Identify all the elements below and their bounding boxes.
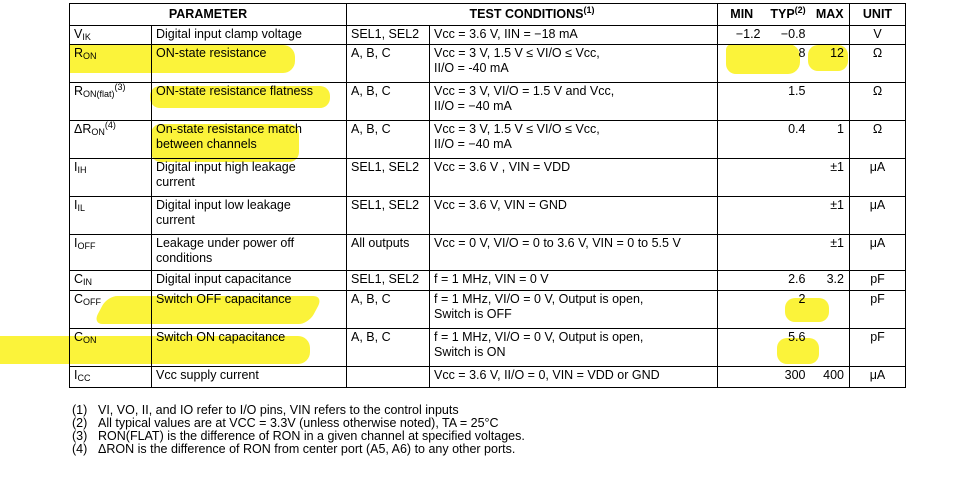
- cell-symbol: $C_{OFF}$: [70, 291, 152, 329]
- header-parameter: PARAMETER: [70, 4, 347, 26]
- footnote-number: (1): [72, 403, 88, 417]
- cell-description: Vcc supply current: [152, 367, 347, 388]
- header-test-conditions: TEST CONDITIONS$^{(1)}$: [347, 4, 718, 26]
- cell-pins: SEL1, SEL2: [347, 26, 430, 45]
- cell-pins: SEL1, SEL2: [347, 159, 430, 197]
- cell-symbol: $V_{IK}$: [70, 26, 152, 45]
- cell-pins: All outputs: [347, 235, 430, 271]
- table-row: [70, 291, 906, 329]
- cell-symbol: $R_{ON(flat)}^{(3)}$: [70, 83, 152, 121]
- cell-test-conditions: Vcc = 3 V, 1.5 V ≤ VI/O ≤ Vcc, II/O = −40 mA: [430, 121, 718, 159]
- cell-unit: pF: [850, 329, 906, 367]
- cell-description: Switch OFF capacitance: [152, 291, 347, 329]
- cell-test-conditions: f = 1 MHz, VIN = 0 V: [430, 271, 718, 291]
- cell-max: [811, 26, 850, 45]
- cell-test-conditions: Vcc = 3.6 V, II/O = 0, VIN = VDD or GND: [430, 367, 718, 388]
- electrical-characteristics-table: [69, 3, 906, 388]
- cell-min: [718, 291, 766, 329]
- cell-description: Leakage under power off conditions: [152, 235, 347, 271]
- footnote-text: RON(FLAT) is the difference of RON in a given channel at specified voltages.: [98, 429, 525, 443]
- footnote-text: ΔRON is the difference of RON from center port (A5, A6) to any other ports.: [98, 442, 516, 456]
- cell-typ: [766, 235, 811, 271]
- cell-typ: [766, 197, 811, 235]
- cell-description: ON-state resistance: [152, 45, 347, 83]
- cell-min: [718, 45, 766, 83]
- cell-typ: 8: [766, 45, 811, 83]
- cell-typ: 300: [766, 367, 811, 388]
- cell-min: [718, 367, 766, 388]
- cell-max: 400: [811, 367, 850, 388]
- cell-unit: pF: [850, 291, 906, 329]
- cell-pins: SEL1, SEL2: [347, 197, 430, 235]
- cell-typ: 2: [766, 291, 811, 329]
- cell-typ: 1.5: [766, 83, 811, 121]
- footnote-number: (4): [72, 442, 88, 456]
- cell-unit: μA: [850, 235, 906, 271]
- cell-symbol: $I_{OFF}$: [70, 235, 152, 271]
- cell-max: ±1: [811, 159, 850, 197]
- cell-min: [718, 235, 766, 271]
- cell-pins: A, B, C: [347, 45, 430, 83]
- cell-unit: μA: [850, 159, 906, 197]
- cell-test-conditions: f = 1 MHz, VI/O = 0 V, Output is open, Switch is OFF: [430, 291, 718, 329]
- cell-max: [811, 329, 850, 367]
- cell-pins: A, B, C: [347, 291, 430, 329]
- footnote-number: (3): [72, 429, 88, 443]
- table-row: [70, 83, 906, 121]
- cell-test-conditions: Vcc = 0 V, VI/O = 0 to 3.6 V, VIN = 0 to 5.5 V: [430, 235, 718, 271]
- cell-description: Switch ON capacitance: [152, 329, 347, 367]
- footnote: [72, 443, 515, 456]
- cell-pins: A, B, C: [347, 121, 430, 159]
- cell-description: Digital input high leakage current: [152, 159, 347, 197]
- cell-unit: Ω: [850, 121, 906, 159]
- cell-typ: 0.4: [766, 121, 811, 159]
- cell-unit: μA: [850, 197, 906, 235]
- cell-max: 1: [811, 121, 850, 159]
- table-row: [70, 197, 906, 235]
- cell-max: 12: [811, 45, 850, 83]
- header-min: MIN: [718, 4, 766, 26]
- cell-max: [811, 291, 850, 329]
- cell-test-conditions: Vcc = 3.6 V , VIN = VDD: [430, 159, 718, 197]
- cell-typ: 2.6: [766, 271, 811, 291]
- cell-unit: Ω: [850, 45, 906, 83]
- cell-description: Digital input clamp voltage: [152, 26, 347, 45]
- table-row: [70, 235, 906, 271]
- cell-pins: A, B, C: [347, 329, 430, 367]
- cell-pins: SEL1, SEL2: [347, 271, 430, 291]
- cell-min: [718, 329, 766, 367]
- header-unit: UNIT: [850, 4, 906, 26]
- cell-symbol: $C_{ON}$: [70, 329, 152, 367]
- cell-test-conditions: Vcc = 3.6 V, IIN = −18 mA: [430, 26, 718, 45]
- cell-symbol: $I_{IL}$: [70, 197, 152, 235]
- cell-unit: Ω: [850, 83, 906, 121]
- table-row: [70, 121, 906, 159]
- cell-min: [718, 83, 766, 121]
- cell-test-conditions: f = 1 MHz, VI/O = 0 V, Output is open, Switch is ON: [430, 329, 718, 367]
- cell-symbol: $I_{CC}$: [70, 367, 152, 388]
- cell-unit: V: [850, 26, 906, 45]
- cell-typ: [766, 159, 811, 197]
- cell-test-conditions: Vcc = 3 V, 1.5 V ≤ VI/O ≤ Vcc, II/O = -40 mA: [430, 45, 718, 83]
- header-max: MAX: [811, 4, 850, 26]
- cell-test-conditions: Vcc = 3 V, VI/O = 1.5 V and Vcc, II/O = −40 mA: [430, 83, 718, 121]
- table-row: [70, 26, 906, 45]
- cell-min: −1.2: [718, 26, 766, 45]
- table-row: [70, 271, 906, 291]
- cell-max: ±1: [811, 235, 850, 271]
- table-row: [70, 367, 906, 388]
- cell-symbol: $C_{IN}$: [70, 271, 152, 291]
- cell-min: [718, 121, 766, 159]
- cell-max: ±1: [811, 197, 850, 235]
- cell-symbol: $R_{ON}$: [70, 45, 152, 83]
- footnote-number: (2): [72, 416, 88, 430]
- cell-unit: μA: [850, 367, 906, 388]
- header-typ: TYP$^{(2)}$: [766, 4, 811, 26]
- cell-description: Digital input capacitance: [152, 271, 347, 291]
- cell-pins: A, B, C: [347, 83, 430, 121]
- cell-symbol: $I_{IH}$: [70, 159, 152, 197]
- cell-typ: −0.8: [766, 26, 811, 45]
- cell-max: [811, 83, 850, 121]
- cell-min: [718, 159, 766, 197]
- cell-typ: 5.6: [766, 329, 811, 367]
- header-row: [70, 4, 906, 26]
- cell-test-conditions: Vcc = 3.6 V, VIN = GND: [430, 197, 718, 235]
- cell-pins: [347, 367, 430, 388]
- footnote-text: VI, VO, II, and IO refer to I/O pins, VIN refers to the control inputs: [98, 403, 459, 417]
- cell-min: [718, 271, 766, 291]
- table-row: [70, 45, 906, 83]
- footnote-text: All typical values are at VCC = 3.3V (unless otherwise noted), TA = 25°C: [98, 416, 499, 430]
- cell-symbol: $\Delta R_{ON}^{(4)}$: [70, 121, 152, 159]
- cell-unit: pF: [850, 271, 906, 291]
- cell-description: On-state resistance match between channels: [152, 121, 347, 159]
- table-row: [70, 329, 906, 367]
- table-row: [70, 159, 906, 197]
- cell-min: [718, 197, 766, 235]
- cell-description: ON-state resistance flatness: [152, 83, 347, 121]
- cell-description: Digital input low leakage current: [152, 197, 347, 235]
- cell-max: 3.2: [811, 271, 850, 291]
